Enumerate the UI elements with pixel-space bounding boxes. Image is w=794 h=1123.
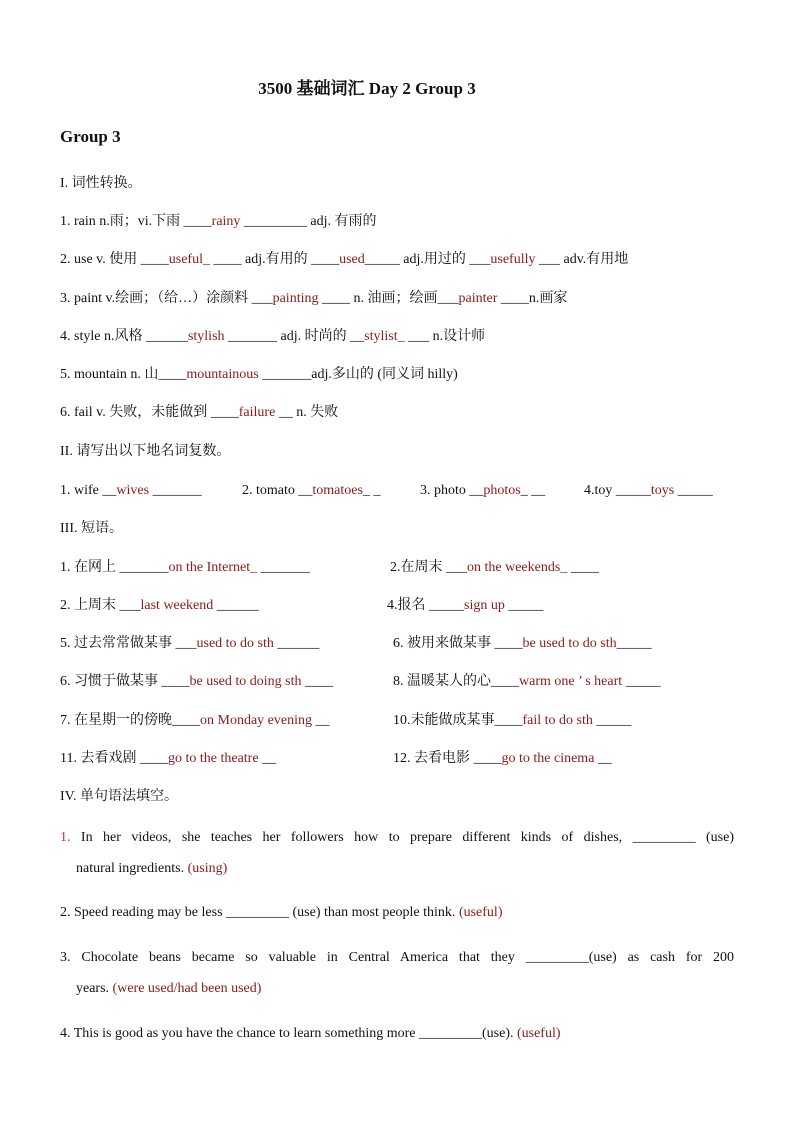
phrase-item [60, 559, 310, 577]
row-text: ___ n.设计师 [404, 329, 486, 344]
answer-text: usefully [490, 252, 536, 267]
question-number: 4. [60, 1026, 71, 1041]
item-text: 8. 温暖某人的心____ [393, 674, 519, 689]
answer-text: tomatoes [312, 483, 363, 498]
item-text: __ [258, 751, 277, 766]
answer-text: useful_ [168, 252, 210, 267]
phrase-item [390, 559, 599, 577]
item-text: ____ [301, 674, 333, 689]
row-text: _________ adj. 有雨的 [240, 214, 377, 229]
question-text: Chocolate beans became so valuable in Central America that they _________(use) as cash for 200 [70, 950, 734, 965]
item-text: 6. 被用来做某事 ____ [393, 636, 523, 651]
item-text: _ __ [520, 483, 546, 498]
row-text: 1. rain n.雨；vi.下雨 ____ [60, 214, 212, 229]
section-1-heading: I. 词性转换。 [60, 176, 142, 191]
answer-text: on the Internet_ [168, 560, 258, 575]
item-text: 6. 习惯于做某事 ____ [60, 674, 190, 689]
answer-text: fail to do sth [522, 713, 593, 728]
answer-text: mountainous [186, 367, 259, 382]
word-row-1 [60, 213, 377, 231]
item-text: 2. 上周末 ___ [60, 598, 141, 613]
phrase-item [393, 750, 612, 768]
question-1 [60, 822, 734, 884]
row-text: ____ adj.有用的 ____ [209, 252, 340, 267]
plural-item-1 [60, 482, 202, 500]
answer-text: be used to do sth [522, 636, 617, 651]
question-text: This is good as you have the chance to learn something more _________(use). [70, 1026, 514, 1041]
answer-text: (useful) [513, 1026, 561, 1041]
answer-text: wives [116, 483, 150, 498]
item-text: ______ [273, 636, 320, 651]
word-row-4 [60, 328, 485, 346]
answer-text: on the weekends_ [467, 560, 568, 575]
item-text: 4.toy _____ [584, 483, 651, 498]
item-text: 11. 去看戏剧 ____ [60, 751, 168, 766]
word-row-6 [60, 404, 338, 422]
word-row-3 [60, 290, 567, 308]
row-text: _____ adj.用过的 ___ [364, 252, 491, 267]
answer-text: toys [650, 483, 675, 498]
item-text: 2. tomato __ [242, 483, 313, 498]
phrase-item [387, 597, 543, 615]
answer-text: warm one ’ s heart [519, 674, 623, 689]
answer-text: rainy [211, 214, 241, 229]
item-text: _______ [257, 560, 310, 575]
row-text: ___ adv.有用地 [535, 252, 629, 267]
page-title: 3500 基础词汇 Day 2 Group 3 [258, 79, 476, 98]
item-text: 4.报名 _____ [387, 598, 464, 613]
answer-text: go to the theatre [167, 751, 259, 766]
answer-text: painter [458, 291, 498, 306]
item-text: __ [594, 751, 612, 766]
item-text: _____ [616, 636, 652, 651]
answer-text: sign up [464, 598, 505, 613]
section-4-heading: IV. 单句语法填空。 [60, 789, 178, 804]
question-text: Speed reading may be less _________ (use) than most people think. [70, 905, 456, 920]
answer-text: used [339, 252, 365, 267]
phrase-item [393, 673, 661, 691]
plural-item-3 [420, 482, 545, 500]
item-text: _____ [592, 713, 632, 728]
phrase-item [60, 712, 329, 730]
answer-text: on Monday evening [200, 713, 312, 728]
question-text: In her videos, she teaches her followers how to prepare different kinds of dishes, _________ (use) [70, 830, 734, 845]
phrase-item [393, 635, 652, 653]
item-text: 5. 过去常常做某事 ___ [60, 636, 197, 651]
row-text: 2. use v. 使用 ____ [60, 252, 169, 267]
question-text: natural ingredients. [76, 861, 185, 876]
answer-text: photos [483, 483, 521, 498]
item-text: 3. photo __ [420, 483, 484, 498]
section-3-heading: III. 短语。 [60, 521, 123, 536]
word-row-2 [60, 251, 628, 269]
answer-text: (were used/had been used) [109, 981, 262, 996]
phrase-item [393, 712, 631, 730]
item-text: _____ [674, 483, 713, 498]
plural-item-2 [242, 482, 380, 500]
answer-text: go to the cinema [501, 751, 595, 766]
question-number: 1. [60, 830, 71, 845]
item-text: 7. 在星期一的傍晚____ [60, 713, 200, 728]
section-2-heading: II. 请写出以下地名词复数。 [60, 444, 231, 459]
row-text: ____n.画家 [497, 291, 568, 306]
item-text: __ [311, 713, 330, 728]
group-heading: Group 3 [60, 127, 121, 146]
question-text: years. [76, 981, 110, 996]
answer-text: last weekend [140, 598, 214, 613]
answer-text: (using) [184, 861, 228, 876]
question-2 [60, 897, 734, 928]
item-text: 12. 去看电影 ____ [393, 751, 502, 766]
item-text: _____ [504, 598, 544, 613]
question-4 [60, 1018, 734, 1049]
phrase-item [60, 750, 276, 768]
answer-text: used to do sth [196, 636, 274, 651]
word-row-5 [60, 366, 458, 384]
item-text: ______ [213, 598, 259, 613]
question-number: 2. [60, 905, 71, 920]
row-text: _______ adj. 时尚的 __ [224, 329, 365, 344]
row-text: 4. style n.风格 ______ [60, 329, 188, 344]
row-text: 3. paint v.绘画；（给…）涂颜料 ___ [60, 291, 273, 306]
row-text: 5. mountain n. 山____ [60, 367, 187, 382]
row-text: __ n. 失败 [275, 405, 339, 420]
row-text: _______adj.多山的 (同义词 hilly) [258, 367, 458, 382]
item-text: 1. wife __ [60, 483, 117, 498]
item-text: _______ [149, 483, 202, 498]
answer-text: (useful) [455, 905, 503, 920]
item-text: 1. 在网上 _______ [60, 560, 169, 575]
answer-text: be used to doing sth [189, 674, 302, 689]
item-text: ____ [567, 560, 599, 575]
item-text: 2.在周末 ___ [390, 560, 467, 575]
phrase-item [60, 673, 333, 691]
plural-item-4 [584, 482, 713, 500]
item-text: _ _ [362, 483, 381, 498]
answer-text: painting [272, 291, 319, 306]
answer-text: stylist_ [364, 329, 405, 344]
answer-text: failure [238, 405, 276, 420]
row-text: 6. fail v. 失败，未能做到 ____ [60, 405, 239, 420]
item-text: _____ [622, 674, 661, 689]
row-text: ____ n. 油画；绘画___ [318, 291, 459, 306]
item-text: 10.未能做成某事____ [393, 713, 523, 728]
phrase-item [60, 597, 259, 615]
answer-text: stylish [187, 329, 225, 344]
phrase-item [60, 635, 319, 653]
question-3 [60, 942, 734, 1004]
question-number: 3. [60, 950, 71, 965]
